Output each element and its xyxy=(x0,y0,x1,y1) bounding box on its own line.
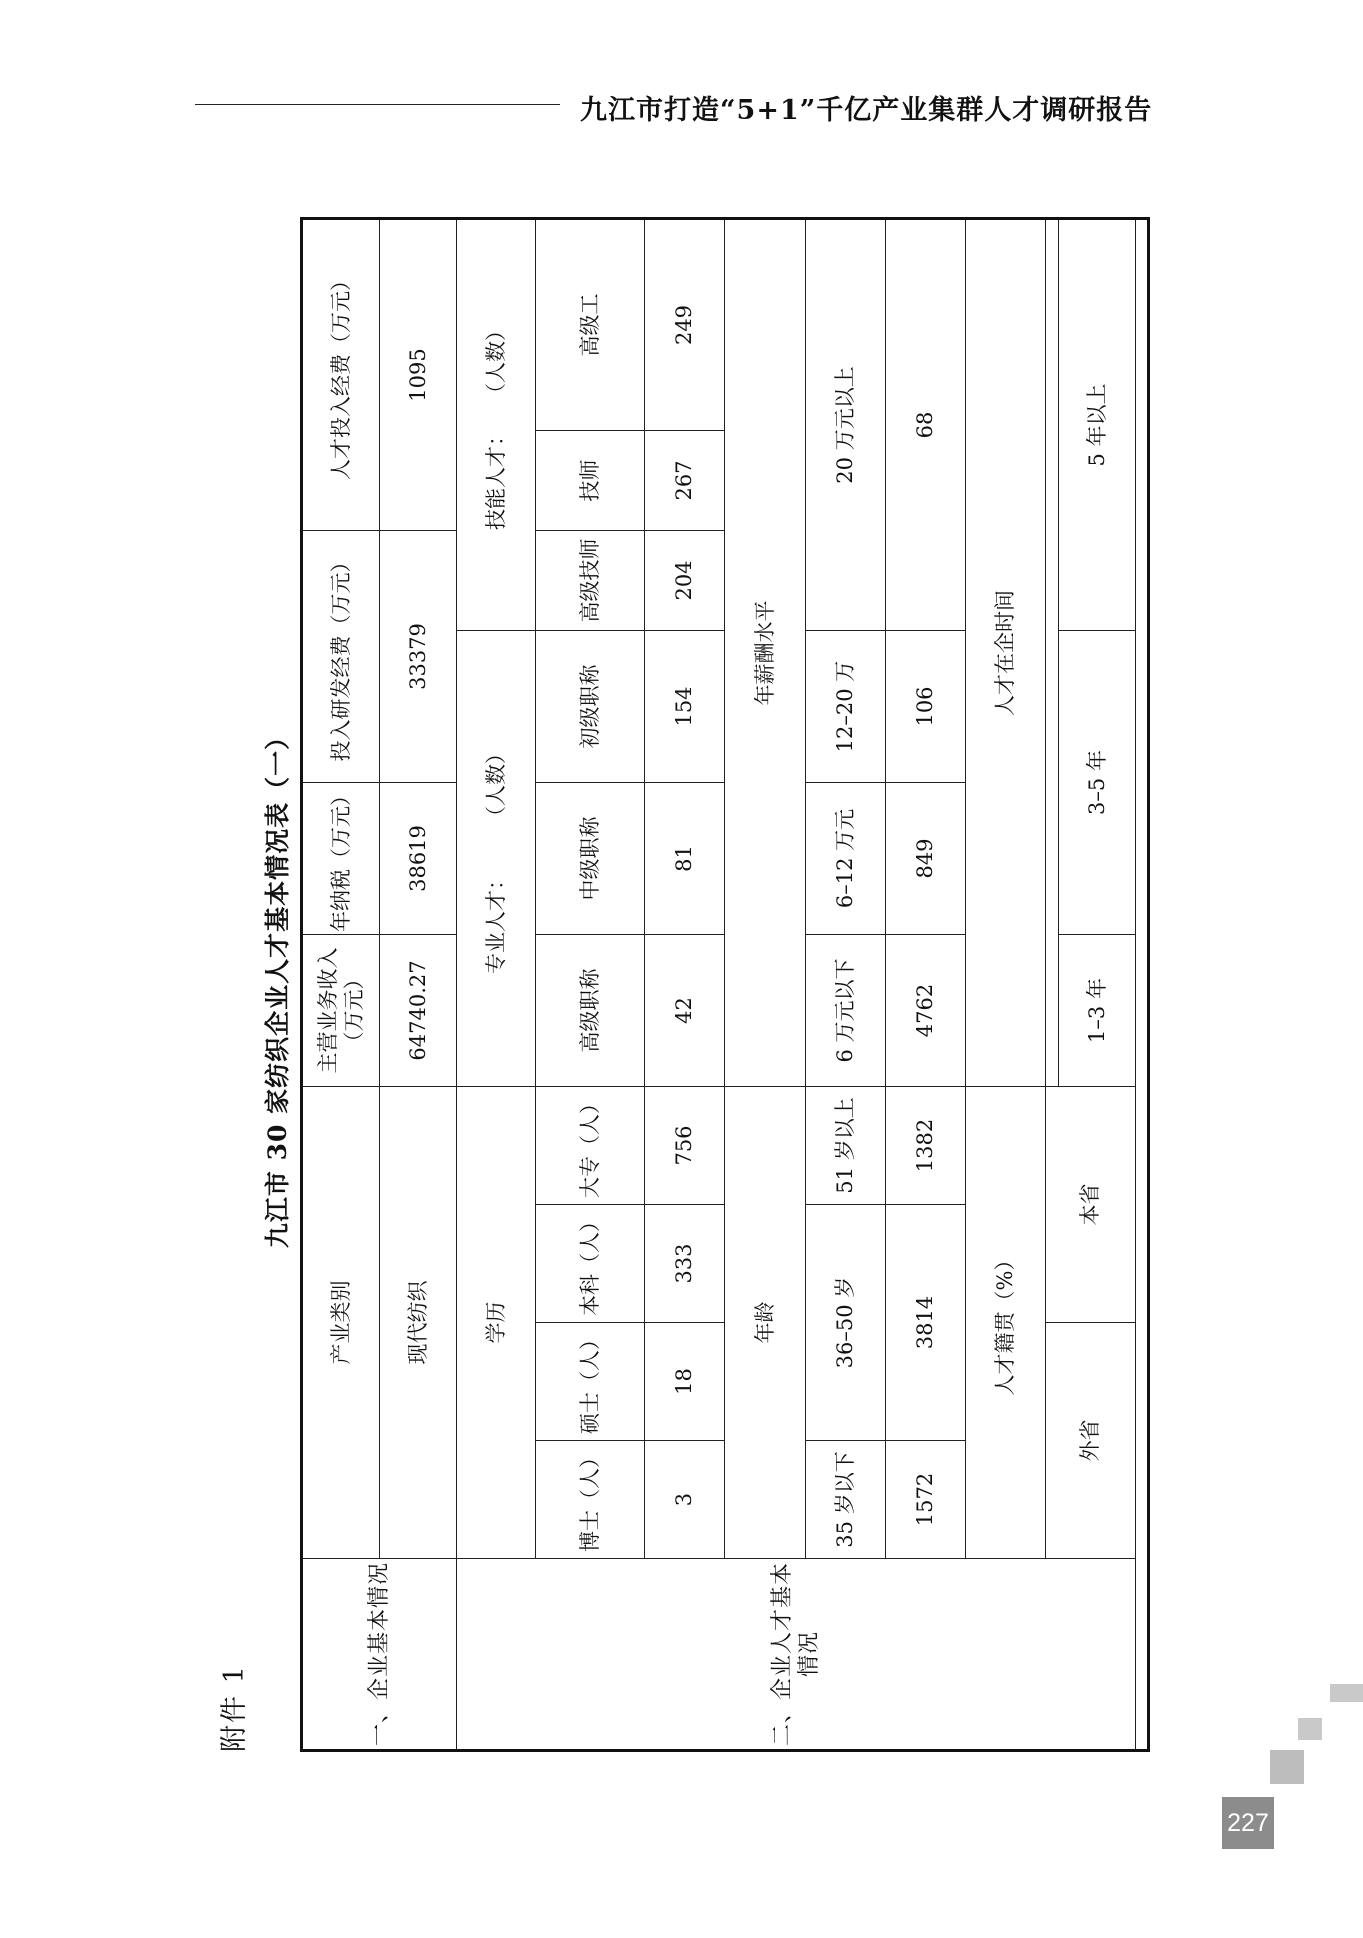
origin-label: 人才籍贯（%） xyxy=(966,1087,1046,1559)
page-corner-decor xyxy=(1270,1750,1304,1784)
value-age-under-35: 1572 xyxy=(886,1441,966,1559)
header-annual-tax: 年纳税（万元） xyxy=(302,783,380,935)
header-main-revenue: 主营业务收入（万元） xyxy=(302,935,380,1087)
header-age-under-35: 35 岁以下 xyxy=(806,1441,886,1559)
value-junior-title: 154 xyxy=(645,631,725,783)
value-master: 18 xyxy=(645,1323,725,1441)
header-rd-investment: 投入研发经费（万元） xyxy=(302,531,380,783)
header-age-over-51: 51 岁以上 xyxy=(806,1087,886,1205)
value-college: 756 xyxy=(645,1087,725,1205)
value-middle-title: 81 xyxy=(645,783,725,935)
professional-talent-label: 专业人才： （人数） xyxy=(457,631,536,1087)
talent-survey-table xyxy=(300,217,1150,1752)
value-senior-worker: 249 xyxy=(645,219,725,431)
value-technician: 267 xyxy=(645,431,725,531)
header-tenure-over-5: 5 年以上 xyxy=(1059,219,1136,631)
header-phd: 博士（人） xyxy=(536,1441,645,1559)
header-middle-title: 中级职称 xyxy=(536,783,645,935)
value-salary-12-20: 106 xyxy=(886,631,966,783)
header-origin-other-province: 外省 xyxy=(1046,1323,1136,1559)
value-salary-over-20: 68 xyxy=(886,219,966,631)
header-tenure-1-3: 1–3 年 xyxy=(1059,935,1136,1087)
page-corner-decor xyxy=(1298,1718,1322,1740)
value-salary-under-6: 4762 xyxy=(886,935,966,1087)
header-salary-under-6: 6 万元以下 xyxy=(806,935,886,1087)
page-corner-decor xyxy=(1330,1684,1363,1702)
value-bachelor: 333 xyxy=(645,1205,725,1323)
header-salary-6-12: 6–12 万元 xyxy=(806,783,886,935)
section2-label: 二、企业人才基本情况 xyxy=(457,1559,1136,1751)
value-industry-category: 现代纺织 xyxy=(380,1087,457,1559)
header-origin-home-province: 本省 xyxy=(1046,1087,1136,1323)
age-label: 年龄 xyxy=(725,1087,806,1559)
header-bachelor: 本科（人） xyxy=(536,1205,645,1323)
value-rd-investment: 33379 xyxy=(380,531,457,783)
header-junior-title: 初级职称 xyxy=(536,631,645,783)
header-senior-technician: 高级技师 xyxy=(536,531,645,631)
value-age-over-51: 1382 xyxy=(886,1087,966,1205)
header-industry-category: 产业类别 xyxy=(302,1087,380,1559)
header-senior-title: 高级职称 xyxy=(536,935,645,1087)
education-label: 学历 xyxy=(457,1087,536,1559)
page-number: 227 xyxy=(1222,1797,1274,1849)
value-talent-investment: 1095 xyxy=(380,219,457,531)
section1-label: 一、企业基本情况 xyxy=(302,1559,457,1751)
header-master: 硕士（人） xyxy=(536,1323,645,1441)
header-rule xyxy=(195,104,560,105)
header-technician: 技师 xyxy=(536,431,645,531)
value-annual-tax: 38619 xyxy=(380,783,457,935)
header-senior-worker: 高级工 xyxy=(536,219,645,431)
tenure-label: 人才在企时间 xyxy=(966,219,1046,1087)
header-college: 大专（人） xyxy=(536,1087,645,1205)
value-main-revenue: 64740.27 xyxy=(380,935,457,1087)
value-phd: 3 xyxy=(645,1441,725,1559)
value-salary-6-12: 849 xyxy=(886,783,966,935)
header-talent-investment: 人才投入经费（万元） xyxy=(302,219,380,531)
annex-label: 附件 1 xyxy=(219,1664,250,1752)
header-tenure-3-5: 3–5 年 xyxy=(1059,631,1136,935)
running-header-title: 九江市打造“5+1”千亿产业集群人才调研报告 xyxy=(580,95,1153,126)
rotated-annex-page xyxy=(219,220,1150,1752)
table-title: 九江市 30 家纺织企业人才基本情况表（一） xyxy=(263,723,292,1249)
value-senior-technician: 204 xyxy=(645,531,725,631)
skilled-talent-label: 技能人才： （人数） xyxy=(457,219,536,631)
header-age-36-50: 36–50 岁 xyxy=(806,1205,886,1441)
salary-label: 年薪酬水平 xyxy=(725,219,806,1087)
value-age-36-50: 3814 xyxy=(886,1205,966,1441)
header-salary-12-20: 12–20 万 xyxy=(806,631,886,783)
value-senior-title: 42 xyxy=(645,935,725,1087)
header-salary-over-20: 20 万元以上 xyxy=(806,219,886,631)
